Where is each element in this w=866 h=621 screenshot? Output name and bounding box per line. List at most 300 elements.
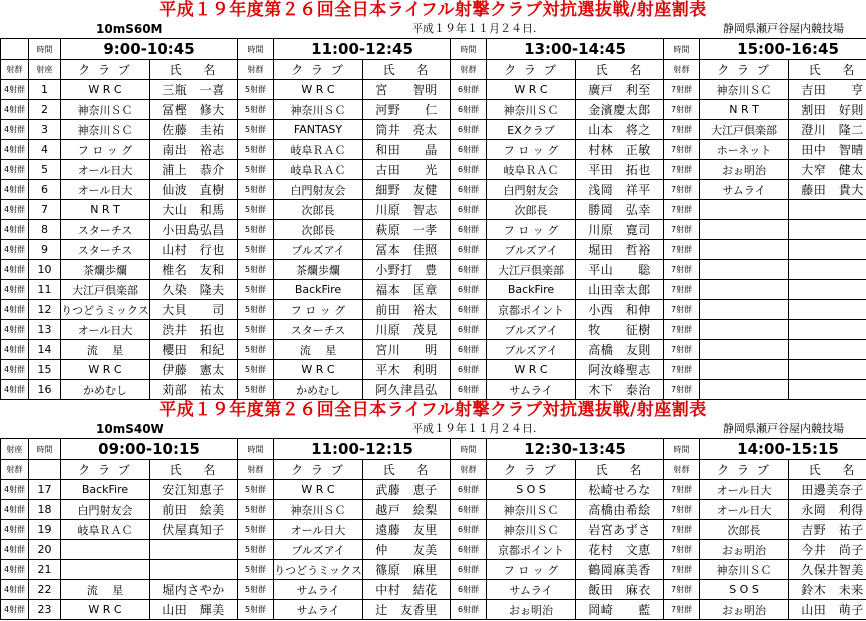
shooter-name: 阿汝峰聖志 — [576, 360, 664, 380]
club-name: S O S — [700, 580, 789, 600]
club-name: かめむし — [61, 380, 150, 400]
club-name — [700, 300, 789, 320]
shooting-group: 7射群 — [664, 520, 700, 540]
shooting-group: 5射群 — [238, 520, 274, 540]
club-name: 神奈川ＳＣ — [61, 120, 150, 140]
table-row — [1, 180, 866, 200]
event-code: 10mS40W — [96, 422, 164, 436]
shooting-group: 4射群 — [1, 260, 29, 280]
shooter-name: 久保井智美 — [789, 560, 866, 580]
shooting-group: 7射群 — [664, 140, 700, 160]
shooter-name: 川原 智志 — [363, 200, 451, 220]
shooting-group: 5射群 — [238, 160, 274, 180]
venue-name: 静岡県瀬戸谷屋内競技場 — [723, 422, 844, 435]
shooter-name: 辻 友香里 — [363, 600, 451, 620]
shooter-name: 山田 萌子 — [789, 600, 866, 620]
shooting-group: 6射群 — [451, 360, 487, 380]
shooting-group: 7射群 — [664, 600, 700, 620]
shooter-name: 伊藤 憲太 — [150, 360, 238, 380]
club-name: フ ロ ッ グ — [487, 140, 576, 160]
shooter-name — [789, 300, 866, 320]
table-row — [1, 220, 866, 240]
shooter-name: 金濱慶太郎 — [576, 100, 664, 120]
shooting-group: 6射群 — [451, 200, 487, 220]
shooter-name: 吉田 亨 — [789, 80, 866, 100]
table-row — [1, 500, 866, 520]
club-name — [700, 340, 789, 360]
group-header: 射群 — [451, 60, 487, 80]
shooter-name: 平山 聡 — [576, 260, 664, 280]
shooter-name: 冨本 佳照 — [363, 240, 451, 260]
shooting-group: 5射群 — [238, 140, 274, 160]
shooter-name: 浦上 恭介 — [150, 160, 238, 180]
name-header: 氏 名 — [576, 60, 664, 80]
shooting-group: 7射群 — [664, 580, 700, 600]
shooter-name: 遠藤 友里 — [363, 520, 451, 540]
group-header: 射群 — [238, 60, 274, 80]
name-header: 氏 名 — [789, 460, 866, 480]
club-name: BackFire — [61, 480, 150, 500]
shooting-group: 6射群 — [451, 80, 487, 100]
shooting-group: 4射群 — [1, 380, 29, 400]
lane-number: 22 — [29, 580, 61, 600]
group-header: 射群 — [664, 460, 700, 480]
shooting-group: 7射群 — [664, 120, 700, 140]
club-name: S O S — [487, 480, 576, 500]
shooter-name — [789, 280, 866, 300]
club-name: 白門射友会 — [274, 180, 363, 200]
shooter-name: 佐藤 圭祐 — [150, 120, 238, 140]
shooter-name: 小田島弘昌 — [150, 220, 238, 240]
shooter-name: 和田 晶 — [363, 140, 451, 160]
shooting-group: 6射群 — [451, 100, 487, 120]
section-title: 平成１９年度第２６回全日本ライフル射撃クラブ対抗選抜戦/射座割表 — [159, 0, 707, 20]
shooting-group: 7射群 — [664, 560, 700, 580]
shooting-group: 7射群 — [664, 480, 700, 500]
shooting-group: 6射群 — [451, 120, 487, 140]
table-row — [1, 320, 866, 340]
shooting-group: 7射群 — [664, 80, 700, 100]
club-name — [700, 240, 789, 260]
club-header: ク ラ ブ — [274, 460, 363, 480]
shooter-name: 堀内さやか — [150, 580, 238, 600]
lane-number: 11 — [29, 280, 61, 300]
shooting-group: 4射群 — [1, 580, 29, 600]
club-name: サムライ — [700, 180, 789, 200]
lane-number: 5 — [29, 160, 61, 180]
shooting-group: 6射群 — [451, 380, 487, 400]
shooting-group: 5射群 — [238, 180, 274, 200]
shooter-name — [789, 240, 866, 260]
shooter-name: 大貝 司 — [150, 300, 238, 320]
table-row — [1, 560, 866, 580]
shooting-group: 6射群 — [451, 140, 487, 160]
shooter-name: 堀田 哲裕 — [576, 240, 664, 260]
shooting-group: 4射群 — [1, 500, 29, 520]
shooting-group: 5射群 — [238, 260, 274, 280]
club-name — [700, 280, 789, 300]
corner-label: 射座 — [1, 439, 29, 460]
shooter-name: 冨樫 修大 — [150, 100, 238, 120]
shooter-name — [789, 340, 866, 360]
shooter-name: 勝岡 弘幸 — [576, 200, 664, 220]
club-name: W R C — [61, 600, 150, 620]
lane-number: 7 — [29, 200, 61, 220]
table-row — [1, 540, 866, 560]
time-label: 時間 — [451, 439, 487, 460]
shooting-group: 7射群 — [664, 260, 700, 280]
club-name: おぉ明治 — [700, 540, 789, 560]
shooting-group: 5射群 — [238, 320, 274, 340]
shooter-name: 山村 行也 — [150, 240, 238, 260]
shooter-name — [789, 360, 866, 380]
shooting-group: 4射群 — [1, 280, 29, 300]
shooting-group: 5射群 — [238, 380, 274, 400]
club-name: おぉ明治 — [700, 600, 789, 620]
shooting-group: 4射群 — [1, 120, 29, 140]
club-name: W R C — [274, 480, 363, 500]
shooter-name: 仙波 直樹 — [150, 180, 238, 200]
shooting-group: 6射群 — [451, 600, 487, 620]
club-name: W R C — [61, 80, 150, 100]
club-name: 京都ポイント — [487, 540, 576, 560]
club-name: 神奈川ＳＣ — [700, 560, 789, 580]
lane-number: 23 — [29, 600, 61, 620]
time-slot: 12:30-13:45 — [487, 439, 664, 460]
club-name: 流 星 — [274, 340, 363, 360]
shooting-group: 4射群 — [1, 100, 29, 120]
shooter-name: 岩宮あずさ — [576, 520, 664, 540]
shooter-name: 割田 好則 — [789, 100, 866, 120]
club-name: スターチス — [61, 220, 150, 240]
club-name: 白門射友会 — [487, 180, 576, 200]
club-name: フ ロ ッ グ — [487, 560, 576, 580]
club-name: オール日大 — [274, 520, 363, 540]
time-label: 時間 — [29, 439, 61, 460]
shooting-group: 7射群 — [664, 200, 700, 220]
shooting-group: 6射群 — [451, 340, 487, 360]
club-name: かめむし — [274, 380, 363, 400]
shooter-name — [789, 200, 866, 220]
club-name — [61, 560, 150, 580]
time-slot: 15:00-16:45 — [700, 39, 866, 60]
table-row — [1, 200, 866, 220]
club-name: サムライ — [274, 600, 363, 620]
time-slot: 09:00-10:15 — [61, 439, 238, 460]
shooter-name: 小野打 豊 — [363, 260, 451, 280]
shooter-name: 浅岡 祥平 — [576, 180, 664, 200]
shooter-name: 藤田 貴大 — [789, 180, 866, 200]
shooter-name: 平木 利明 — [363, 360, 451, 380]
table-row — [1, 360, 866, 380]
event-code: 10mS60M — [96, 22, 163, 36]
club-name — [700, 320, 789, 340]
shooter-name: 宮川 明 — [363, 340, 451, 360]
time-label: 時間 — [451, 39, 487, 60]
table-row — [1, 300, 866, 320]
time-label: 時間 — [664, 39, 700, 60]
shooter-name: 川原 茂見 — [363, 320, 451, 340]
shooter-name: 木下 泰治 — [576, 380, 664, 400]
club-name: ブルズアイ — [274, 540, 363, 560]
time-header-row — [1, 39, 866, 60]
shooter-name: 仲 友美 — [363, 540, 451, 560]
shooter-name: 細野 友健 — [363, 180, 451, 200]
shooting-group: 4射群 — [1, 360, 29, 380]
time-label: 時間 — [238, 39, 274, 60]
shooting-group: 6射群 — [451, 260, 487, 280]
shooter-name: 三瓶 一喜 — [150, 80, 238, 100]
shooting-group: 5射群 — [238, 120, 274, 140]
name-header: 氏 名 — [150, 60, 238, 80]
lane-number: 18 — [29, 500, 61, 520]
club-name: 神奈川ＳＣ — [274, 500, 363, 520]
shooting-group: 7射群 — [664, 100, 700, 120]
shooter-name: 宮 智明 — [363, 80, 451, 100]
shooter-name — [789, 380, 866, 400]
shooting-group: 5射群 — [238, 100, 274, 120]
shooting-group: 5射群 — [238, 580, 274, 600]
club-name: 大江戸倶楽部 — [700, 120, 789, 140]
venue-name: 静岡県瀬戸谷屋内競技場 — [723, 22, 844, 35]
club-name: 次郎長 — [487, 200, 576, 220]
club-name: おぉ明治 — [487, 600, 576, 620]
shooting-group: 4射群 — [1, 180, 29, 200]
shooter-name: 前田 絵美 — [150, 500, 238, 520]
name-header: 氏 名 — [363, 460, 451, 480]
club-header: ク ラ ブ — [700, 460, 789, 480]
shooting-group: 6射群 — [451, 160, 487, 180]
shooting-group: 7射群 — [664, 380, 700, 400]
shooter-name: 筒井 亮太 — [363, 120, 451, 140]
club-header: ク ラ ブ — [61, 60, 150, 80]
shooter-name: 岡崎 藍 — [576, 600, 664, 620]
shooting-group: 6射群 — [451, 300, 487, 320]
table-row — [1, 120, 866, 140]
club-name: 神奈川ＳＣ — [487, 520, 576, 540]
shooting-group: 5射群 — [238, 300, 274, 320]
club-name: りつどうミックス — [61, 300, 150, 320]
club-name: ブルズアイ — [274, 240, 363, 260]
shooting-group: 7射群 — [664, 540, 700, 560]
shooter-name: 伏屋真知子 — [150, 520, 238, 540]
shooting-group: 4射群 — [1, 140, 29, 160]
club-name: 京都ポイント — [487, 300, 576, 320]
shooter-name: 牧 征樹 — [576, 320, 664, 340]
lane-number: 19 — [29, 520, 61, 540]
shooter-name — [789, 260, 866, 280]
shooting-group: 7射群 — [664, 360, 700, 380]
shooter-name: 河野 仁 — [363, 100, 451, 120]
group-header: 射群 — [451, 460, 487, 480]
shooting-group: 6射群 — [451, 560, 487, 580]
shooting-group: 6射群 — [451, 320, 487, 340]
club-name: 次郎長 — [274, 220, 363, 240]
name-header: 氏 名 — [150, 460, 238, 480]
group-header: 射群 — [238, 460, 274, 480]
shooter-name: 永岡 利得 — [789, 500, 866, 520]
shooter-name: 櫻田 和紀 — [150, 340, 238, 360]
shooting-group: 5射群 — [238, 560, 274, 580]
shooting-group: 4射群 — [1, 520, 29, 540]
shooting-group: 7射群 — [664, 340, 700, 360]
name-header: 氏 名 — [576, 460, 664, 480]
lane-number: 15 — [29, 360, 61, 380]
club-name: 流 星 — [61, 340, 150, 360]
shooting-group: 5射群 — [238, 200, 274, 220]
club-name: EXクラブ — [487, 120, 576, 140]
club-name: オール日大 — [61, 180, 150, 200]
club-name: N R T — [61, 200, 150, 220]
table-row — [1, 260, 866, 280]
shooting-group: 6射群 — [451, 500, 487, 520]
club-name: BackFire — [487, 280, 576, 300]
lane-number: 20 — [29, 540, 61, 560]
club-header: ク ラ ブ — [700, 60, 789, 80]
shooting-group: 5射群 — [238, 540, 274, 560]
shooter-name: 古田 光 — [363, 160, 451, 180]
club-name: オール日大 — [700, 500, 789, 520]
section-subheader — [0, 20, 866, 38]
club-name: オール日大 — [61, 160, 150, 180]
shooting-group: 4射群 — [1, 200, 29, 220]
shooting-group: 6射群 — [451, 180, 487, 200]
shooting-group: 7射群 — [664, 320, 700, 340]
club-name: 次郎長 — [274, 200, 363, 220]
shooter-name: 安江知恵子 — [150, 480, 238, 500]
club-name: ブルズアイ — [487, 340, 576, 360]
club-name: W R C — [274, 360, 363, 380]
shooter-name: 南出 裕志 — [150, 140, 238, 160]
corner-label — [1, 39, 29, 60]
shooter-name: 高橋由希絵 — [576, 500, 664, 520]
club-name: BackFire — [274, 280, 363, 300]
shooter-name: 村林 正敏 — [576, 140, 664, 160]
shooting-group: 5射群 — [238, 480, 274, 500]
time-label: 時間 — [238, 439, 274, 460]
shooting-group: 4射群 — [1, 300, 29, 320]
shooting-group: 6射群 — [451, 220, 487, 240]
lane-number: 3 — [29, 120, 61, 140]
club-name: W R C — [487, 80, 576, 100]
table-row — [1, 280, 866, 300]
club-name: フ ロ ッ グ — [274, 300, 363, 320]
seating-table — [0, 38, 866, 400]
club-name: 神奈川ＳＣ — [487, 100, 576, 120]
club-name: 岐阜ＲＡＣ — [61, 520, 150, 540]
shooting-group: 7射群 — [664, 300, 700, 320]
shooting-group: 4射群 — [1, 240, 29, 260]
shooter-name: 前田 裕太 — [363, 300, 451, 320]
shooter-name: 武藤 恵子 — [363, 480, 451, 500]
seating-table — [0, 438, 866, 620]
club-name: ブルズアイ — [487, 320, 576, 340]
shooting-group: 6射群 — [451, 240, 487, 260]
club-name: 神奈川ＳＣ — [700, 80, 789, 100]
shooting-group: 4射群 — [1, 320, 29, 340]
shooter-name: 鶴岡麻美香 — [576, 560, 664, 580]
lane-number: 1 — [29, 80, 61, 100]
shooting-group: 4射群 — [1, 80, 29, 100]
time-label: 時間 — [29, 39, 61, 60]
column-header-row — [1, 60, 866, 80]
club-name: W R C — [487, 360, 576, 380]
shooting-group: 4射群 — [1, 220, 29, 240]
table-row — [1, 100, 866, 120]
club-name: ブルズアイ — [487, 240, 576, 260]
table-row — [1, 80, 866, 100]
time-slot: 11:00-12:15 — [274, 439, 451, 460]
table-row — [1, 520, 866, 540]
shooter-name: 大山 和馬 — [150, 200, 238, 220]
lane-number: 12 — [29, 300, 61, 320]
shooting-group: 6射群 — [451, 480, 487, 500]
time-slot: 11:00-12:45 — [274, 39, 451, 60]
name-header: 氏 名 — [789, 60, 866, 80]
shooter-name: 鈴木 未来 — [789, 580, 866, 600]
shooter-name: 川原 寛司 — [576, 220, 664, 240]
shooting-group: 7射群 — [664, 280, 700, 300]
shooter-name: 廣戸 利至 — [576, 80, 664, 100]
shooting-group: 4射群 — [1, 340, 29, 360]
table-row — [1, 160, 866, 180]
shooting-group: 6射群 — [451, 580, 487, 600]
club-name — [700, 360, 789, 380]
lane-number: 6 — [29, 180, 61, 200]
time-label: 時間 — [664, 439, 700, 460]
club-name — [700, 200, 789, 220]
shooting-group: 7射群 — [664, 500, 700, 520]
group-header: 射群 — [664, 60, 700, 80]
club-name: 神奈川ＳＣ — [274, 100, 363, 120]
shooter-name: 渋井 拓也 — [150, 320, 238, 340]
club-name: りつどうミックス — [274, 560, 363, 580]
club-name: ホーネット — [700, 140, 789, 160]
shooter-name: 高橋 友則 — [576, 340, 664, 360]
table-row — [1, 340, 866, 360]
lane-number: 13 — [29, 320, 61, 340]
club-header: ク ラ ブ — [487, 460, 576, 480]
shooting-group: 7射群 — [664, 240, 700, 260]
section-title: 平成１９年度第２６回全日本ライフル射撃クラブ対抗選抜戦/射座割表 — [159, 400, 707, 420]
shooter-name: 花村 文恵 — [576, 540, 664, 560]
shooter-name: 久染 隆夫 — [150, 280, 238, 300]
club-name: W R C — [61, 360, 150, 380]
lane-number: 16 — [29, 380, 61, 400]
club-name: スターチス — [274, 320, 363, 340]
shooter-name: 山田幸太郎 — [576, 280, 664, 300]
shooter-name: 椎名 友和 — [150, 260, 238, 280]
lane-header — [29, 460, 61, 480]
club-name: 大江戸倶楽部 — [487, 260, 576, 280]
shooter-name: 小西 和伸 — [576, 300, 664, 320]
shooting-group: 4射群 — [1, 480, 29, 500]
club-name — [700, 380, 789, 400]
club-name: 白門射友会 — [61, 500, 150, 520]
shooter-name: 澄川 隆二 — [789, 120, 866, 140]
lane-number: 21 — [29, 560, 61, 580]
shooter-name: 今井 尚子 — [789, 540, 866, 560]
event-date: 平成１９年１１月２４日. — [412, 22, 537, 35]
lane-header: 射座 — [29, 60, 61, 80]
club-name: 次郎長 — [700, 520, 789, 540]
lane-number: 9 — [29, 240, 61, 260]
shooter-name: 苅部 祐太 — [150, 380, 238, 400]
club-name: 岐阜ＲＡＣ — [274, 160, 363, 180]
club-name: 岐阜ＲＡＣ — [487, 160, 576, 180]
shooting-group: 5射群 — [238, 240, 274, 260]
club-name: オール日大 — [700, 480, 789, 500]
